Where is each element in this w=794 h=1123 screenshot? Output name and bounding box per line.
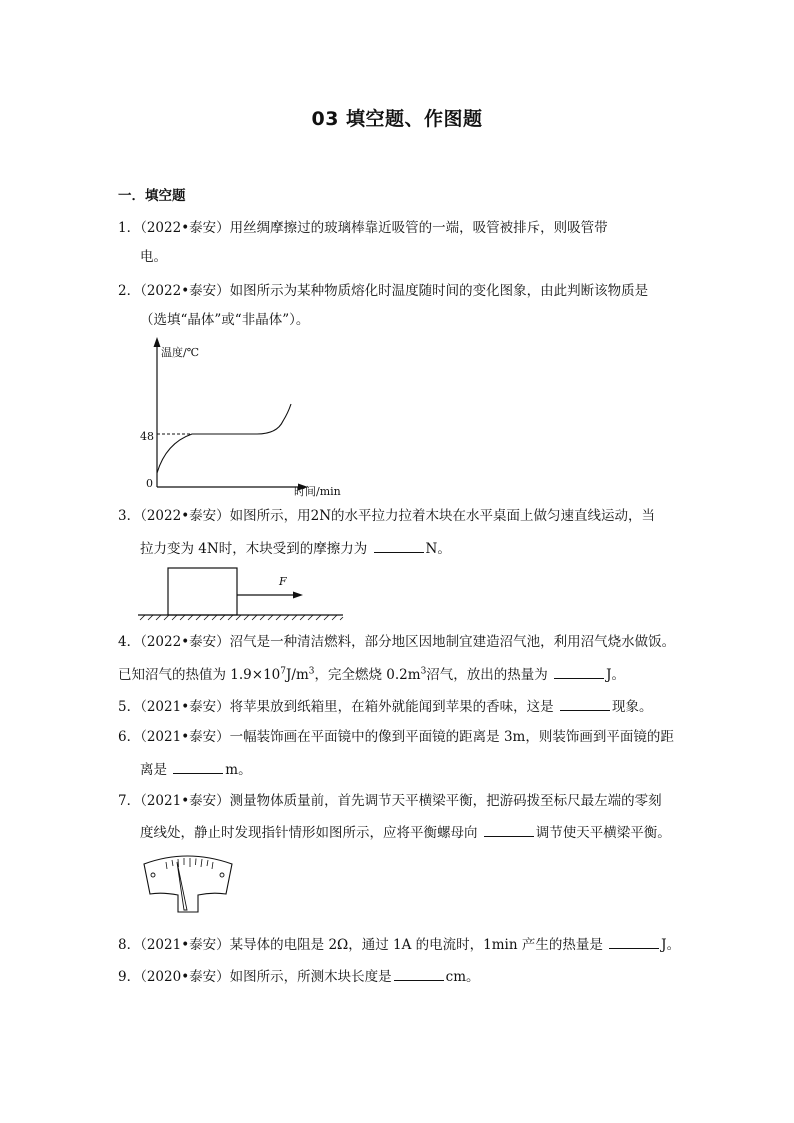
melting-curve-figure (130, 335, 360, 500)
force-label: F (279, 575, 287, 588)
question-8 (118, 935, 680, 954)
answer-blank[interactable] (374, 539, 424, 553)
question-4 (118, 633, 675, 651)
answer-blank[interactable] (394, 967, 444, 981)
question-1 (118, 219, 608, 237)
block-force-figure (138, 565, 348, 625)
q6-text-b2: m。 (225, 762, 252, 778)
q7-text-b1: 度线处，静止时发现指针情形如图所示，应将平衡螺母向 (140, 825, 478, 841)
q4-text-b5: J。 (606, 667, 626, 683)
q8-text-b: J。 (661, 937, 681, 953)
question-7-cont (140, 823, 671, 842)
q1-text-b: 电。 (140, 249, 167, 265)
q4-text: 4．（2022•泰安）沼气是一种清洁燃料，部分地区因地制宜建造沼气池，利用沼气烧水做饭。 (118, 634, 676, 650)
page-title: 03 填空题、作图题 (311, 108, 483, 130)
q2-text: 2．（2022•泰安）如图所示为某种物质熔化时温度随时间的变化图象，由此判断该物质是 (118, 283, 649, 299)
scale-plate (144, 856, 232, 912)
q6-text-b1: 离是 (140, 762, 167, 778)
question-6 (118, 728, 674, 746)
answer-blank[interactable] (484, 823, 534, 837)
question-5 (118, 697, 652, 716)
y-axis-label: 温度/℃ (161, 346, 200, 359)
table-hatching (140, 615, 343, 620)
force-arrowhead (293, 592, 303, 599)
answer-blank[interactable] (609, 935, 659, 949)
y-tick-label: 48 (140, 430, 154, 443)
q4-exp1: 7 (280, 666, 286, 677)
question-3 (118, 507, 655, 525)
q9-text-b: cm。 (445, 969, 480, 985)
q8-text: 8．（2021•泰安）某导体的电阻是 2Ω，通过 1A 的电流时，1min 产生的热量是 (118, 937, 603, 953)
question-1-cont (140, 248, 167, 266)
q3-text-b1: 拉力变为 4N时，木块受到的摩擦力为 (140, 541, 368, 557)
answer-blank[interactable] (554, 665, 604, 679)
q2-text-b: （选填“晶体”或“非晶体”）。 (140, 312, 310, 328)
q5-text-b: 现象。 (611, 699, 653, 715)
temperature-curve (157, 404, 291, 473)
balance-pointer-figure (140, 852, 240, 922)
q3-text-b2: N。 (425, 541, 451, 557)
q4-exp2: 3 (308, 666, 315, 677)
x-axis-label: 时间/min (294, 485, 341, 498)
q9-text: 9．（2020•泰安）如图所示，所测木块长度是 (118, 969, 392, 985)
q4-text-b2: J/m (286, 667, 309, 683)
question-9 (118, 967, 480, 986)
q4-text-b4: 沼气，放出的热量为 (426, 667, 548, 683)
q4-text-b3: ，完全燃烧 0.2m (314, 667, 421, 683)
wooden-block (168, 568, 237, 615)
origin-label: 0 (146, 477, 153, 490)
question-3-cont (140, 539, 451, 558)
q4-exp3: 3 (420, 666, 427, 677)
question-2 (118, 282, 648, 300)
q4-text-b1: 已知沼气的热值为 1.9×10 (118, 667, 281, 683)
q3-text: 3．（2022•泰安）如图所示，用2N的水平拉力拉着木块在水平桌面上做匀速直线运动，当 (118, 508, 656, 524)
answer-blank[interactable] (560, 697, 610, 711)
answer-blank[interactable] (173, 760, 223, 774)
q7-text: 7．（2021•泰安）测量物体质量前，首先调节天平横梁平衡，把游码拨至标尺最左端的零刻 (118, 793, 662, 809)
q6-text: 6．（2021•泰安）一幅装饰画在平面镜中的像到平面镜的距离是 3m，则装饰画到平面镜的距 (118, 729, 674, 745)
q7-text-b2: 调节使天平横梁平衡。 (535, 825, 671, 841)
q5-text: 5．（2021•泰安）将苹果放到纸箱里，在箱外就能闻到苹果的香味，这是 (118, 699, 554, 715)
question-7 (118, 792, 662, 810)
question-6-cont (140, 760, 252, 779)
q1-text: 1．（2022•泰安）用丝绸摩擦过的玻璃棒靠近吸管的一端，吸管被排斥，则吸管带 (118, 220, 608, 236)
y-axis-arrow (154, 337, 161, 347)
section-heading: 一．填空题 (118, 188, 186, 204)
question-2-cont (140, 311, 309, 329)
question-4-cont (118, 665, 625, 684)
